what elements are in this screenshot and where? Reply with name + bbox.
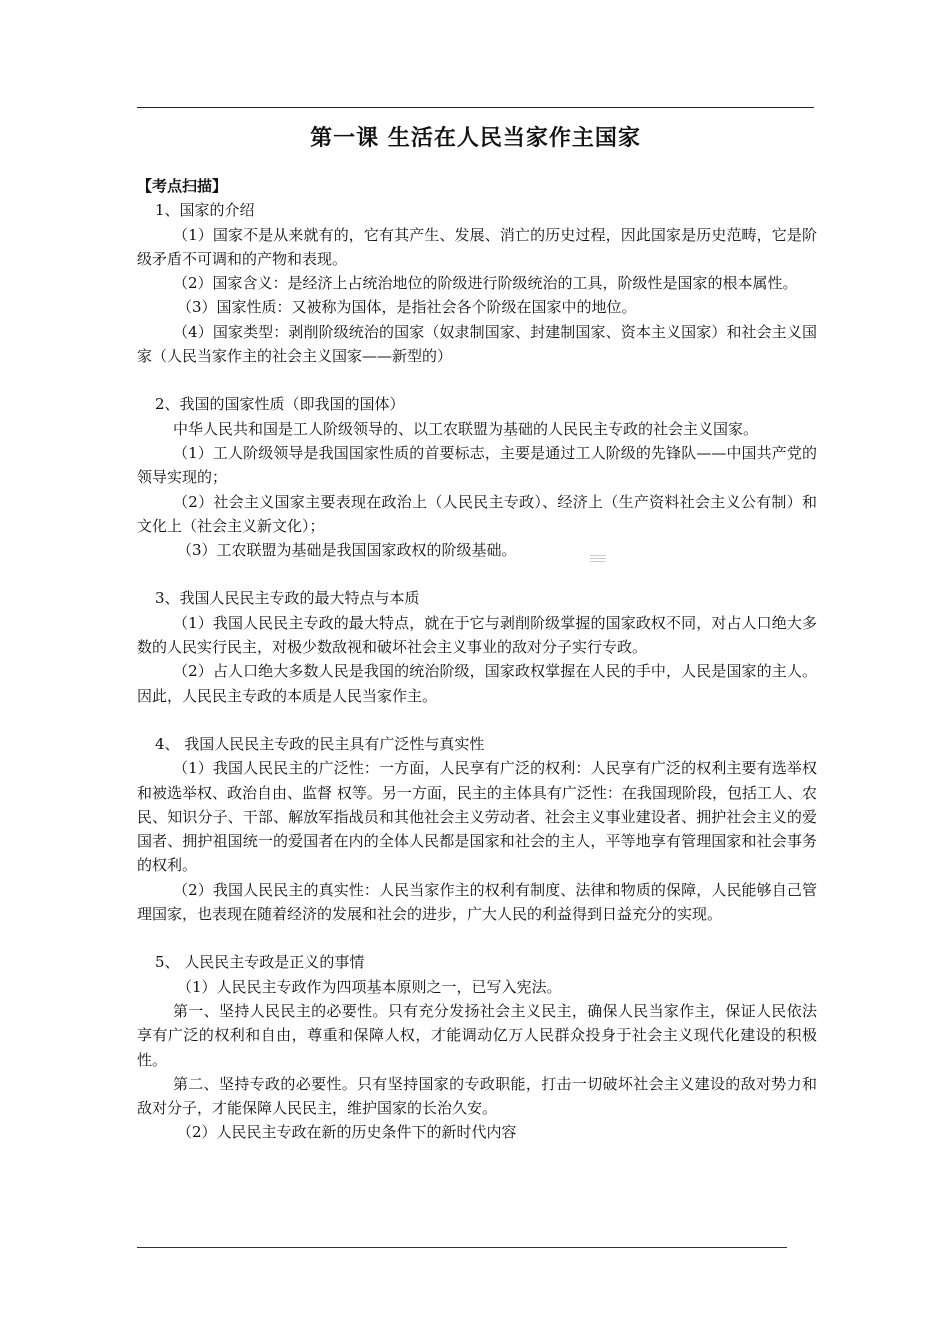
paragraph: （4）国家类型：剥削阶级统治的国家（奴隶制国家、封建制国家、资本主义国家）和社会主义国家（人民当家作主的社会主义国家——新型的） (137, 322, 817, 366)
paragraph: （1）我国人民民主的广泛性：一方面，人民享有广泛的权利：人民享有广泛的权利主要有选举权和被选举权、政治自由、监督 权等。另一方面，民主的主体具有广泛性：在我国现阶段，包括工人、农民、知识分子、干部、解放军指战员和其他社会主义劳动者、社会主义事业建设者、拥护社会主义的爱国者、拥护祖国统一的爱国者在内的全体人民都是国家和社会的主人，平等地享有管理国家和社会事务的权利。 (137, 759, 817, 875)
header-rule (137, 107, 814, 108)
paragraph: （2）国家含义：是经济上占统治地位的阶级进行阶级统治的工具，阶级性是国家的根本属性。 (173, 274, 798, 293)
paragraph: 中华人民共和国是工人阶级领导的、以工农联盟为基础的人民民主专政的社会主义国家。 (173, 419, 759, 438)
paragraph: 第一、坚持人民民主的必要性。只有充分发扬社会主义民主，确保人民当家作主，保证人民依法享有广泛的权利和自由，尊重和保障人权，才能调动亿万人民群众投身于社会主义现代化建设的积极性。 (137, 1001, 817, 1069)
paragraph: （2）占人口绝大多数人民是我国的统治阶级，国家政权掌握在人民的手中，人民是国家的主人。因此，人民民主专政的本质是人民当家作主。 (137, 662, 817, 705)
paragraph: （1）我国人民民主专政的最大特点，就在于它与剥削阶级掌握的国家政权不同，对占人口绝大多数的人民实行民主，对极少数敌视和破坏社会主义事业的敌对分子实行专政。 (137, 613, 817, 657)
paragraph: （1）人民民主专政作为四项基本原则之一，已写入宪法。 (177, 977, 562, 996)
heading-1: 1、国家的介绍 (155, 201, 255, 220)
heading-2: 2、我国的国家性质（即我国的国体） (155, 395, 405, 414)
heading-3: 3、我国人民民主专政的最大特点与本质 (155, 589, 420, 608)
document-body (137, 174, 817, 1145)
paragraph: （2）社会主义国家主要表现在政治上（人民民主专政）、经济上（生产资料社会主义公有制）和文化上（社会主义新文化）； (137, 492, 817, 535)
paragraph: 第二、坚持专政的必要性。只有坚持国家的专政职能，打击一切破坏社会主义建设的敌对势力和敌对分子，才能保障人民民主，维护国家的长治久安。 (137, 1074, 817, 1118)
footer-rule (137, 1247, 787, 1248)
paragraph: （2）我国人民民主的真实性：人民当家作主的权利有制度、法律和物质的保障，人民能够自己管理国家，也表现在随着经济的发展和社会的进步，广大人民的利益得到日益充分的实现。 (137, 880, 817, 924)
faint-mark (590, 553, 606, 563)
heading-5: 5、 人民民主专政是正义的事情 (155, 953, 365, 972)
page-title: 第一课 生活在人民当家作主国家 (310, 126, 641, 151)
heading-4: 4、 我国人民民主专政的民主具有广泛性与真实性 (155, 734, 485, 753)
paragraph: （3）工农联盟为基础是我国国家政权的阶级基础。 (177, 541, 517, 560)
paragraph: （1）工人阶级领导是我国国家性质的首要标志，主要是通过工人阶级的先锋队——中国共产党的领导实现的； (137, 443, 817, 487)
paragraph: （3）国家性质：又被称为国体，是指社会各个阶级在国家中的地位。 (177, 298, 637, 317)
paragraph: （2）人民民主专政在新的历史条件下的新时代内容 (177, 1123, 517, 1142)
section-heading: 【考点扫描】 (137, 177, 228, 195)
paragraph: （1）国家不是从来就有的，它有其产生、发展、消亡的历史过程，因此国家是历史范畴，它是阶级矛盾不可调和的产物和表现。 (137, 225, 817, 268)
